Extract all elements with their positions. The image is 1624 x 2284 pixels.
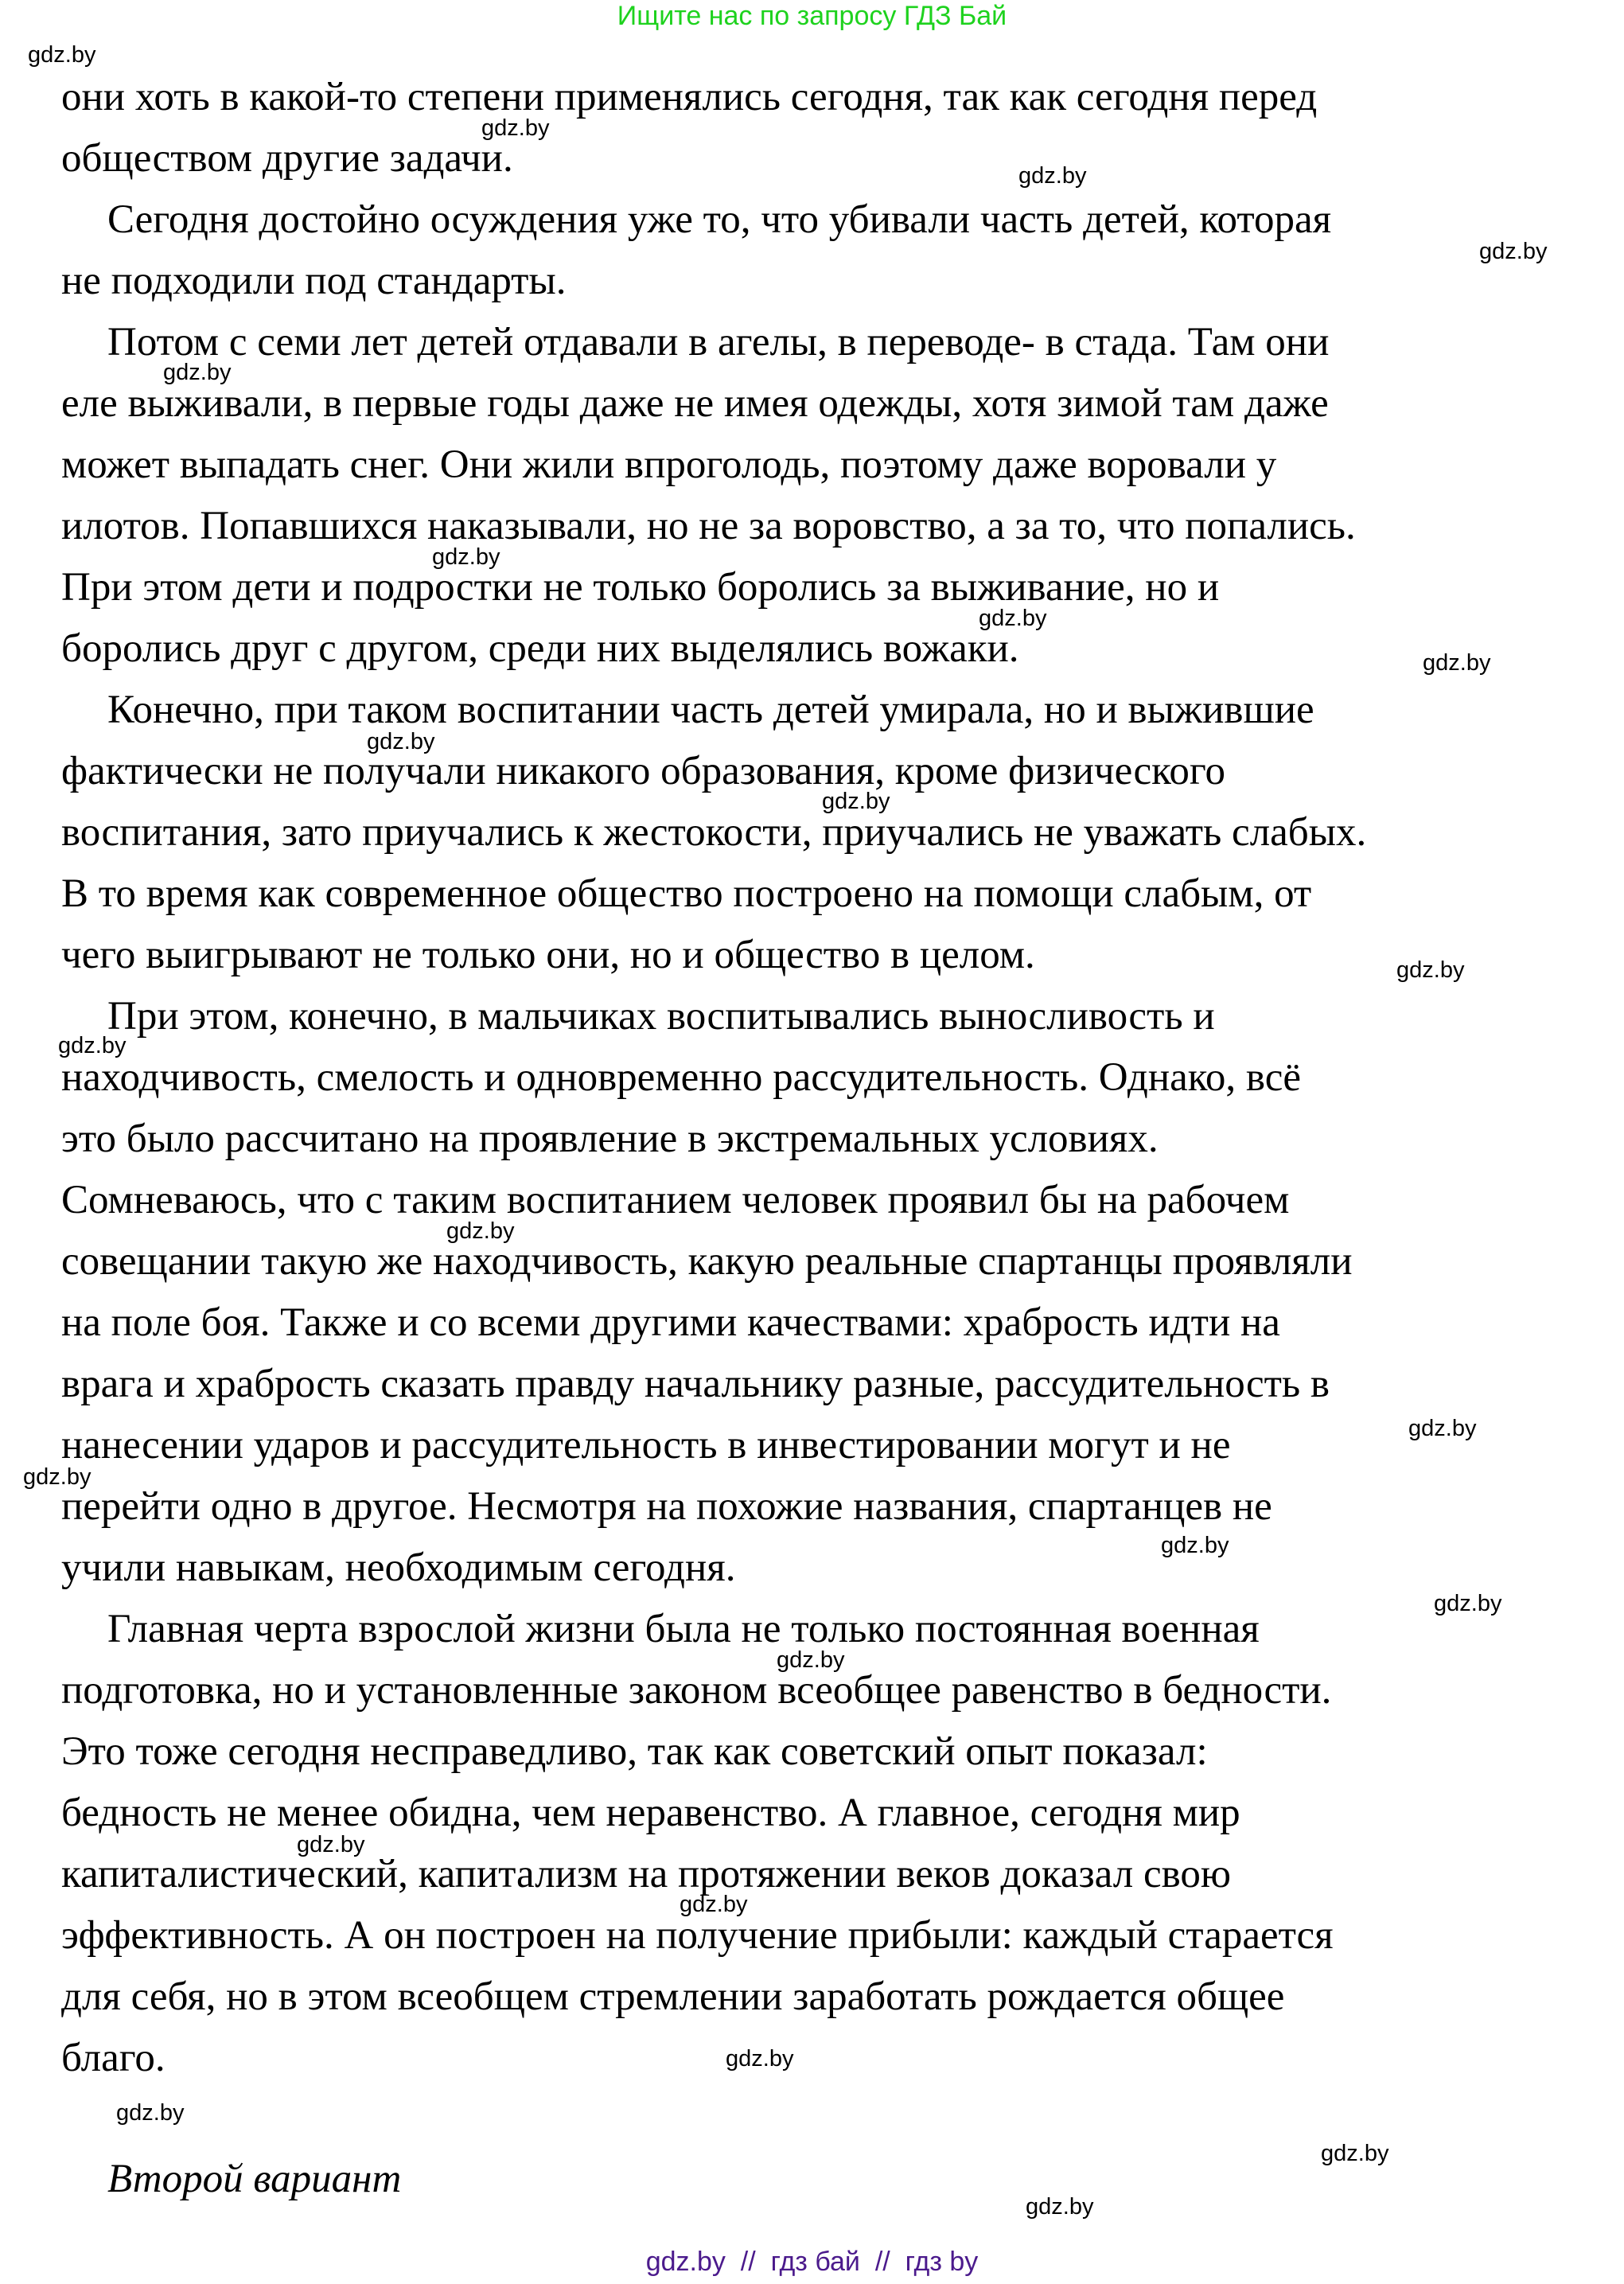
text-line: капиталистический, капитализм на протяжении веков доказал свою <box>61 1852 1231 1896</box>
watermark: gdz.by <box>432 544 500 570</box>
text-line: При этом дети и подростки не только боролись за выживание, но и <box>61 565 1220 610</box>
text-line: бедность не менее обидна, чем неравенство. А главное, сегодня мир <box>61 1791 1240 1835</box>
watermark: gdz.by <box>1479 239 1548 264</box>
footer-links[interactable]: gdz.by // гдз бай // гдз by <box>645 2247 979 2277</box>
text-line: Главная черта взрослой жизни была не только постоянная военная <box>107 1607 1260 1651</box>
text-line: перейти одно в другое. Несмотря на похожие названия, спартанцев не <box>61 1484 1272 1529</box>
text-line: Конечно, при таком воспитании часть детей умирала, но и выжившие <box>107 688 1314 732</box>
text-line: Это тоже сегодня несправедливо, так как советский опыт показал: <box>61 1729 1208 1774</box>
text-line: может выпадать снег. Они жили впроголодь, поэтому даже воровали у <box>61 442 1277 487</box>
watermark: gdz.by <box>297 1832 365 1857</box>
watermark: gdz.by <box>1423 650 1491 676</box>
text-line: эффективность. А он построен на получение прибыли: каждый старается <box>61 1913 1334 1958</box>
text-line: подготовка, но и установленные законом всеобщее равенство в бедности. <box>61 1668 1332 1713</box>
text-line: это было рассчитано на проявление в экстремальных условиях. <box>61 1117 1159 1161</box>
text-line: совещании такую же находчивость, какую реальные спартанцы проявляли <box>61 1239 1353 1284</box>
watermark: gdz.by <box>23 1464 92 1490</box>
text-line: не подходили под стандарты. <box>61 259 567 303</box>
text-line: Сегодня достойно осуждения уже то, что убивали часть детей, которая <box>107 197 1332 242</box>
watermark: gdz.by <box>116 2100 185 2126</box>
search-banner[interactable]: Ищите нас по запросу ГДЗ Бай <box>617 1 1007 31</box>
watermark: gdz.by <box>1396 957 1465 983</box>
subheading: Второй вариант <box>107 2157 402 2201</box>
text-line: чего выигрывают не только они, но и общество в целом. <box>61 933 1035 977</box>
text-line: фактически не получали никакого образования, кроме физического <box>61 749 1225 793</box>
text-line: еле выживали, в первые годы даже не имея одежды, хотя зимой там даже <box>61 381 1329 426</box>
watermark: gdz.by <box>1026 2194 1094 2220</box>
watermark: gdz.by <box>822 789 890 814</box>
text-line: находчивость, смелость и одновременно рассудительность. Однако, всё <box>61 1055 1301 1100</box>
watermark: gdz.by <box>163 360 232 385</box>
watermark: gdz.by <box>1321 2141 1389 2166</box>
watermark: gdz.by <box>367 729 435 754</box>
watermark: gdz.by <box>1018 163 1087 189</box>
text-line: Сомневаюсь, что с таким воспитанием человек проявил бы на рабочем <box>61 1178 1290 1222</box>
watermark: gdz.by <box>481 115 550 141</box>
text-line: врага и храбрость сказать правду начальнику разные, рассудительность в <box>61 1362 1330 1406</box>
text-line: В то время как современное общество построено на помощи слабым, от <box>61 871 1312 916</box>
watermark: gdz.by <box>1161 1533 1229 1558</box>
text-line: При этом, конечно, в мальчиках воспитывались выносливость и <box>107 994 1215 1039</box>
watermark: gdz.by <box>1408 1416 1477 1441</box>
text-line: обществом другие задачи. <box>61 136 513 181</box>
text-line: для себя, но в этом всеобщем стремлении заработать рождается общее <box>61 1974 1285 2019</box>
text-line: Потом с семи лет детей отдавали в агелы, в переводе- в стада. Там они <box>107 320 1330 364</box>
watermark: gdz.by <box>680 1892 748 1917</box>
watermark: gdz.by <box>726 2046 794 2072</box>
text-line: воспитания, зато приучались к жестокости, приучались не уважать слабых. <box>61 810 1367 855</box>
watermark: gdz.by <box>58 1033 127 1058</box>
text-line: благо. <box>61 2036 166 2080</box>
text-line: учили навыкам, необходимым сегодня. <box>61 1545 736 1590</box>
watermark: gdz.by <box>1434 1591 1502 1616</box>
watermark: gdz.by <box>28 42 96 68</box>
text-line: на поле боя. Также и со всеми другими качествами: храбрость идти на <box>61 1300 1280 1345</box>
watermark: gdz.by <box>446 1218 515 1244</box>
text-line: нанесении ударов и рассудительность в инвестировании могут и не <box>61 1423 1231 1467</box>
text-line: они хоть в какой-то степени применялись сегодня, так как сегодня перед <box>61 75 1318 119</box>
text-line: илотов. Попавшихся наказывали, но не за воровство, а за то, что попались. <box>61 504 1356 548</box>
watermark: gdz.by <box>979 606 1047 631</box>
watermark: gdz.by <box>777 1647 845 1673</box>
text-line: боролись друг с другом, среди них выделялись вожаки. <box>61 626 1019 671</box>
